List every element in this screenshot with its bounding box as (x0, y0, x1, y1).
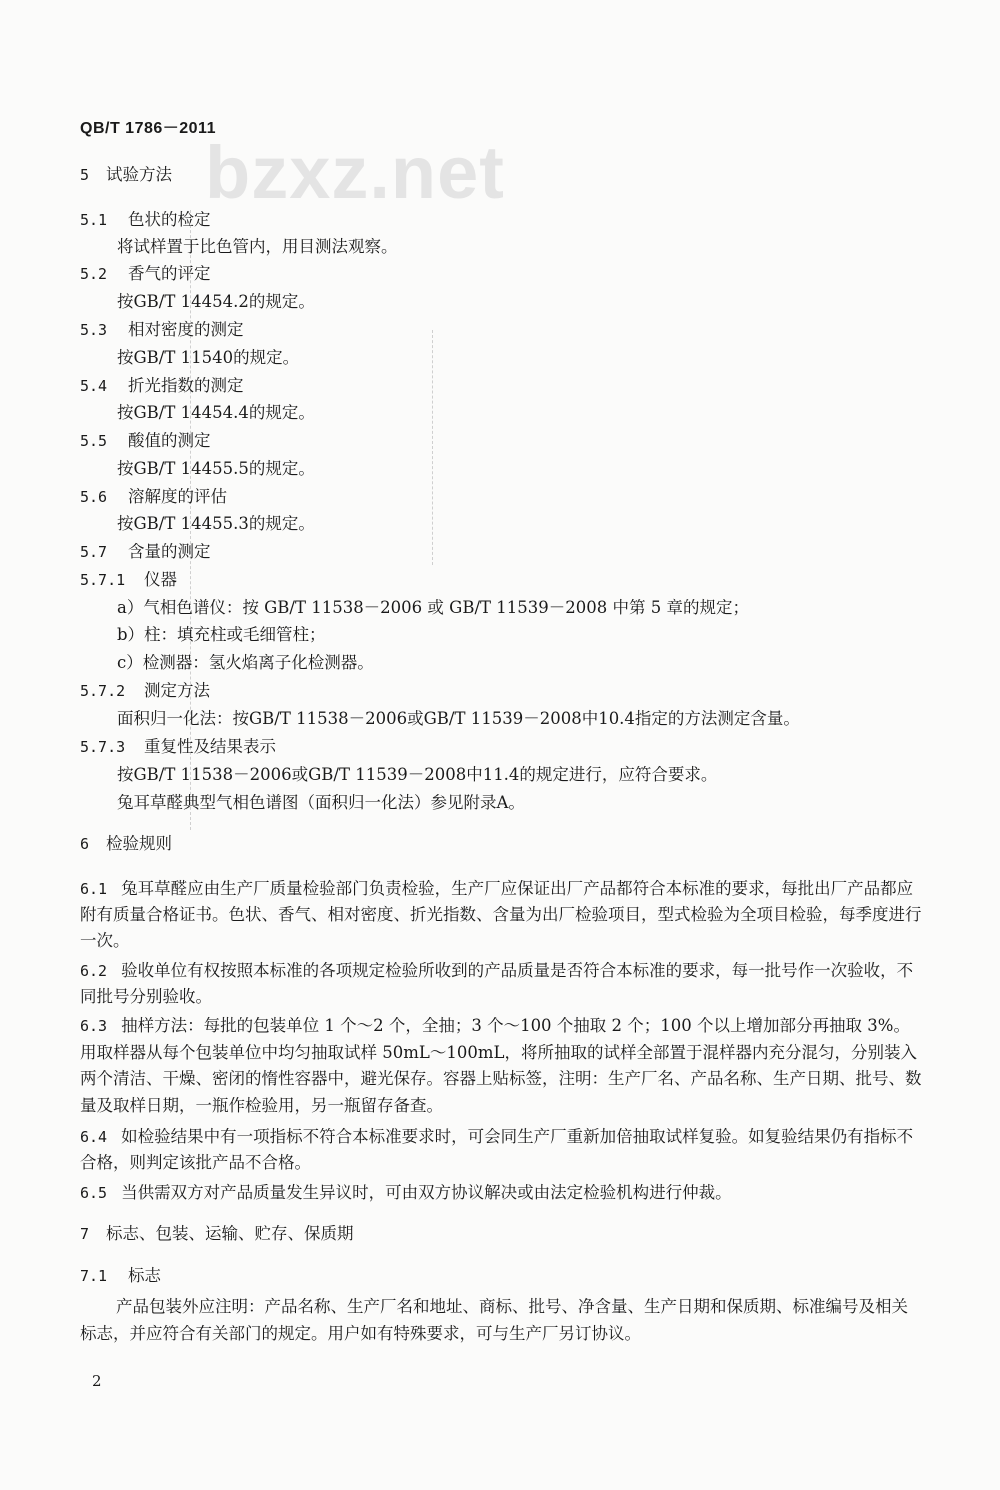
section-number: 6.5 (80, 1184, 108, 1202)
section-body: 按GB/T 14454.4的规定。 (117, 403, 315, 422)
section-number: 5.5 (80, 432, 108, 450)
section-title: 仪器 (144, 570, 177, 589)
section-title: 香气的评定 (128, 264, 211, 283)
section-title: 标志 (128, 1266, 161, 1285)
section-heading-5-3 (80, 318, 244, 342)
section-body: 按GB/T 14455.5的规定。 (117, 459, 315, 478)
section-heading-5-7-2 (80, 679, 210, 703)
section-heading-5-4 (80, 374, 244, 398)
section-title: 测定方法 (144, 681, 210, 700)
section-number: 6.2 (80, 962, 108, 980)
section-number: 5.7.1 (80, 571, 126, 589)
list-item: a）气相色谱仪：按 GB/T 11538－2006 或 GB/T 11539－2008 中第 5 章的规定； (117, 598, 749, 617)
paragraph-6-3 (80, 1013, 923, 1119)
scan-artifact (432, 330, 433, 565)
section-heading-5-2 (80, 262, 211, 286)
paragraph-6-4 (80, 1124, 923, 1176)
list-item: b）柱：填充柱或毛细管柱； (117, 625, 326, 644)
chapter-heading-5 (80, 163, 172, 187)
section-title: 相对密度的测定 (128, 320, 244, 339)
section-title: 溶解度的评估 (128, 487, 227, 506)
section-body: 将试样置于比色管内，用目测法观察。 (117, 237, 398, 256)
section-body: 按GB/T 11540的规定。 (117, 348, 300, 367)
chapter-heading-7 (80, 1222, 354, 1246)
section-title: 酸值的测定 (128, 431, 211, 450)
section-heading-5-7 (80, 540, 211, 564)
chapter-heading-6 (80, 832, 172, 856)
section-number: 5.4 (80, 377, 108, 395)
section-heading-5-7-1 (80, 568, 177, 592)
paragraph-6-1 (80, 876, 923, 954)
section-number: 5.1 (80, 211, 108, 229)
section-heading-7-1 (80, 1264, 161, 1288)
section-title: 检验规则 (106, 834, 172, 853)
section-number: 6.4 (80, 1128, 108, 1146)
paragraph-text: 兔耳草醛应由生产厂质量检验部门负责检验，生产厂应保证出厂产品都符合本标准的要求，每批出厂产品都应附有质量合格证书。色状、香气、相对密度、折光指数、含量为出厂检验项目，型式检验为全项目检验，每季度进行一次。 (80, 879, 922, 950)
list-item: c）检测器：氢火焰离子化检测器。 (117, 653, 374, 672)
section-heading-5-1 (80, 208, 211, 232)
section-title: 重复性及结果表示 (144, 737, 276, 756)
section-number: 6.3 (80, 1017, 108, 1035)
section-title: 色状的检定 (128, 210, 211, 229)
paragraph-text: 抽样方法：每批的包装单位 1 个～2 个，全抽；3 个～100 个抽取 2 个；100 个以上增加部分再抽取 3%。用取样器从每个包装单位中均匀抽取试样 50mL～100mL，将所抽取的试样全部置于混样器内充分混匀，分别装入两个清洁、干燥、密闭的惰性容器中，避光保存。容器上贴标签，注明：生产厂名、产品名称、生产日期、批号、数量及取样日期，一瓶作检验用，另一瓶留存备查。 (80, 1016, 922, 1115)
standard-code: QB/T 1786－2011 (80, 120, 216, 137)
section-body: 面积归一化法：按GB/T 11538－2006或GB/T 11539－2008中10.4指定的方法测定含量。 (117, 709, 800, 728)
watermark: bzxz.net (205, 131, 505, 214)
section-number: 5.7.2 (80, 682, 126, 700)
section-number: 5.2 (80, 265, 108, 283)
paragraph-text: 如检验结果中有一项指标不符合本标准要求时，可会同生产厂重新加倍抽取试样复验。如复验结果仍有指标不合格，则判定该批产品不合格。 (80, 1127, 914, 1172)
section-number: 7 (80, 1225, 90, 1243)
section-number: 5.7 (80, 543, 108, 561)
section-body: 兔耳草醛典型气相色谱图（面积归一化法）参见附录A。 (117, 793, 525, 812)
section-title: 试验方法 (106, 165, 172, 184)
section-heading-5-7-3 (80, 735, 276, 759)
paragraph-6-5 (80, 1180, 923, 1206)
section-body: 按GB/T 14455.3的规定。 (117, 514, 315, 533)
section-title: 折光指数的测定 (128, 376, 244, 395)
paragraph-text: 当供需双方对产品质量发生异议时，可由双方协议解决或由法定检验机构进行仲裁。 (121, 1183, 732, 1202)
section-number: 5.3 (80, 321, 108, 339)
section-number: 5 (80, 166, 90, 184)
section-body: 产品包装外应注明：产品名称、生产厂名和地址、商标、批号、净含量、生产日期和保质期、标准编号及相关标志，并应符合有关部门的规定。用户如有特殊要求，可与生产厂另订协议。 (80, 1297, 908, 1343)
section-number: 7.1 (80, 1267, 108, 1285)
paragraph-6-2 (80, 958, 923, 1010)
page-number: 2 (92, 1372, 102, 1390)
section-heading-5-5 (80, 429, 211, 453)
section-title: 标志、包装、运输、贮存、保质期 (106, 1224, 354, 1243)
section-number: 5.7.3 (80, 738, 126, 756)
section-number: 5.6 (80, 488, 108, 506)
paragraph-text: 验收单位有权按照本标准的各项规定检验所收到的产品质量是否符合本标准的要求，每一批号作一次验收，不同批号分别验收。 (80, 961, 914, 1006)
section-number: 6 (80, 835, 90, 853)
section-title: 含量的测定 (128, 542, 211, 561)
section-body: 按GB/T 14454.2的规定。 (117, 292, 315, 311)
section-heading-5-6 (80, 485, 227, 509)
section-body: 按GB/T 11538－2006或GB/T 11539－2008中11.4的规定进行，应符合要求。 (117, 765, 718, 784)
section-number: 6.1 (80, 880, 108, 898)
